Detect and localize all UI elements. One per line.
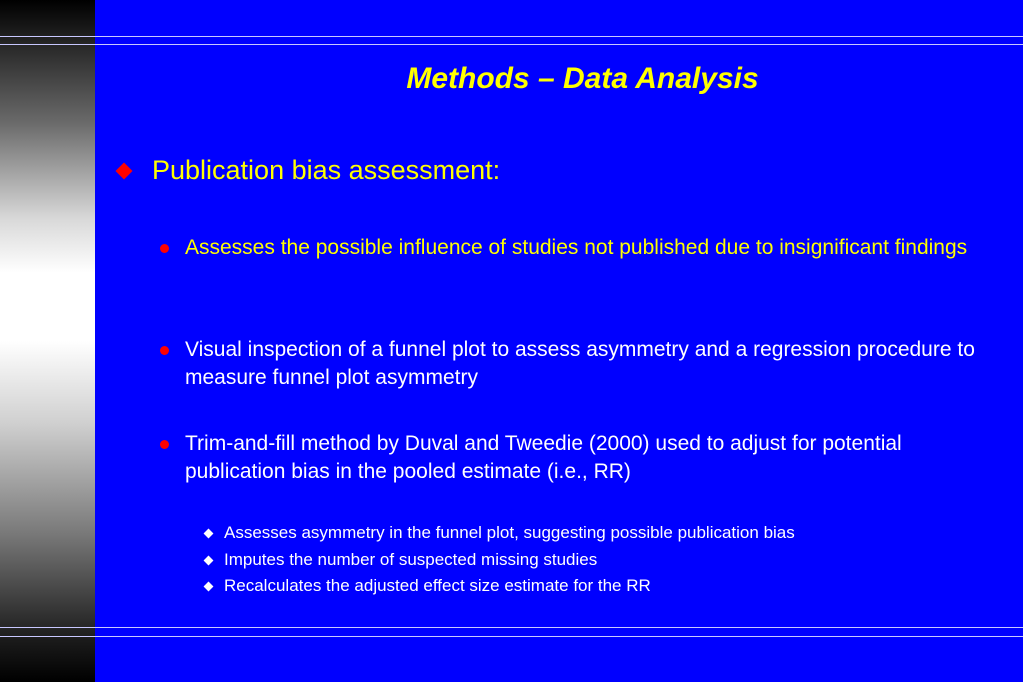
heading-text: Publication bias assessment: [152,155,501,185]
top-rule-1 [0,36,1023,37]
sub-bullet-text: Assesses asymmetry in the funnel plot, suggesting possible publication bias [224,523,795,542]
sub-bullet-text: Imputes the number of suspected missing studies [224,550,598,569]
dot-bullet-icon [160,440,169,449]
bullet-item [160,234,1005,262]
sub-bullet-text: Recalculates the adjusted effect size estimate for the RR [224,576,651,595]
slide-title [95,62,1023,96]
bullet-text: Visual inspection of a funnel plot to assess asymmetry and a regression procedure to measure funnel plot asymmetry [185,338,975,389]
sub-bullet-item [205,575,1005,597]
top-rule-2 [0,44,1023,45]
small-diamond-icon [204,555,214,565]
left-gradient-bar [0,0,95,682]
diamond-bullet-icon [116,162,133,179]
bullet-text: Assesses the possible influence of studies not published due to insignificant findings [185,236,968,259]
slide-title-text: Methods – Data Analysis [406,62,759,95]
heading-item [115,155,500,186]
bullet-text: Trim-and-fill method by Duval and Tweedie (2000) used to adjust for potential publication bias in the pooled estimate (i.e., RR) [185,432,902,483]
bullet-item [160,430,1005,486]
sub-bullet-item [205,549,1005,571]
bullet-item [160,336,1005,392]
dot-bullet-icon [160,244,169,253]
bottom-rule-1 [0,627,1023,628]
small-diamond-icon [204,581,214,591]
small-diamond-icon [204,528,214,538]
bottom-rule-2 [0,636,1023,637]
sub-bullet-item [205,522,1005,544]
dot-bullet-icon [160,346,169,355]
